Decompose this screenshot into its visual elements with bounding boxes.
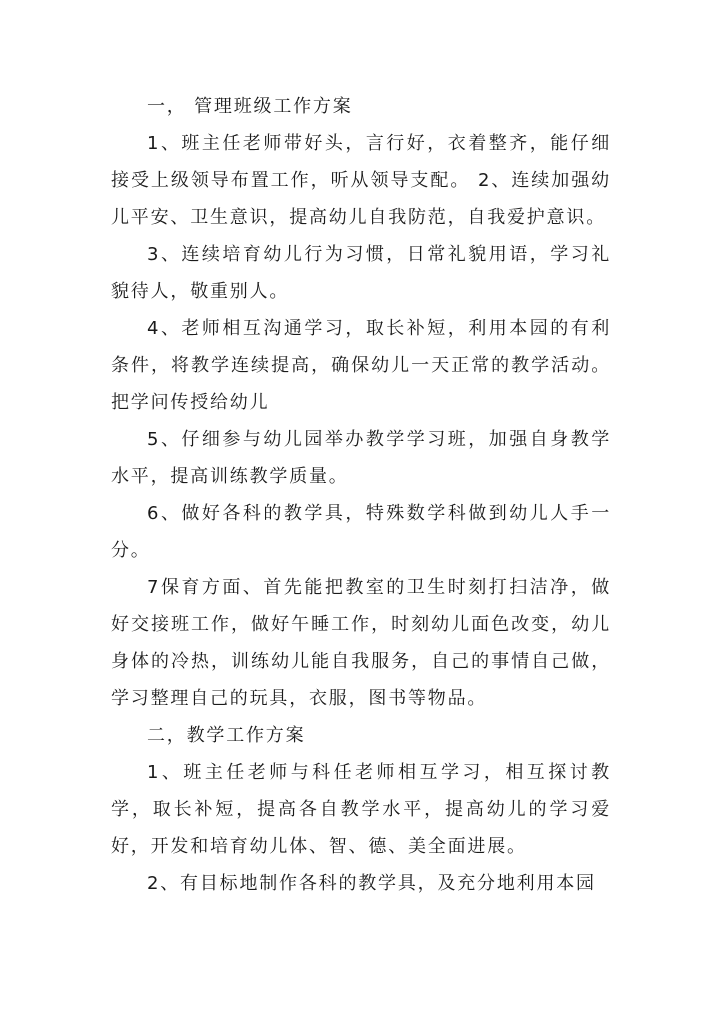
document-body (111, 88, 611, 902)
paragraph-teaching-item-2: 2、有目标地制作各科的教学具，及充分地利用本园 (147, 873, 596, 894)
paragraph-item-6: 6、做好各科的教学具，特殊数学科做到幼儿人手一分。 (111, 503, 611, 561)
paragraph-item-5: 5、仔细参与幼儿园举办教学学习班，加强自身教学水平，提高训练教学质量。 (111, 429, 611, 487)
paragraph-item-7: 7保育方面、首先能把教室的卫生时刻打扫洁净，做好交接班工作，做好午睡工作，时刻幼儿面色改变，幼儿身体的冷热，训练幼儿能自我服务，自己的事情自己做，学习整理自己的玩具，衣服，图书等物品。 (111, 577, 611, 709)
paragraph-item-3: 3、连续培育幼儿行为习惯，日常礼貌用语，学习礼貌待人，敬重别人。 (111, 244, 611, 302)
paragraph-item-4: 4、老师相互沟通学习，取长补短，利用本园的有利条件，将教学连续提高，确保幼儿一天正常的教学活动。把学问传授给幼儿 (111, 318, 611, 413)
paragraph-item-1-2: 1、班主任老师带好头，言行好，衣着整齐，能仔细接受上级领导布置工作，听从领导支配。 2、连续加强幼儿平安、卫生意识，提高幼儿自我防范，自我爱护意识。 (111, 133, 611, 228)
paragraph-teaching-item-1: 1、班主任老师与科任老师相互学习，相互探讨教学，取长补短，提高各自教学水平，提高幼儿的学习爱好，开发和培育幼儿体、智、德、美全面进展。 (111, 762, 611, 857)
section-heading-management: 一， 管理班级工作方案 (147, 96, 353, 117)
section-heading-teaching: 二，教学工作方案 (147, 725, 306, 746)
